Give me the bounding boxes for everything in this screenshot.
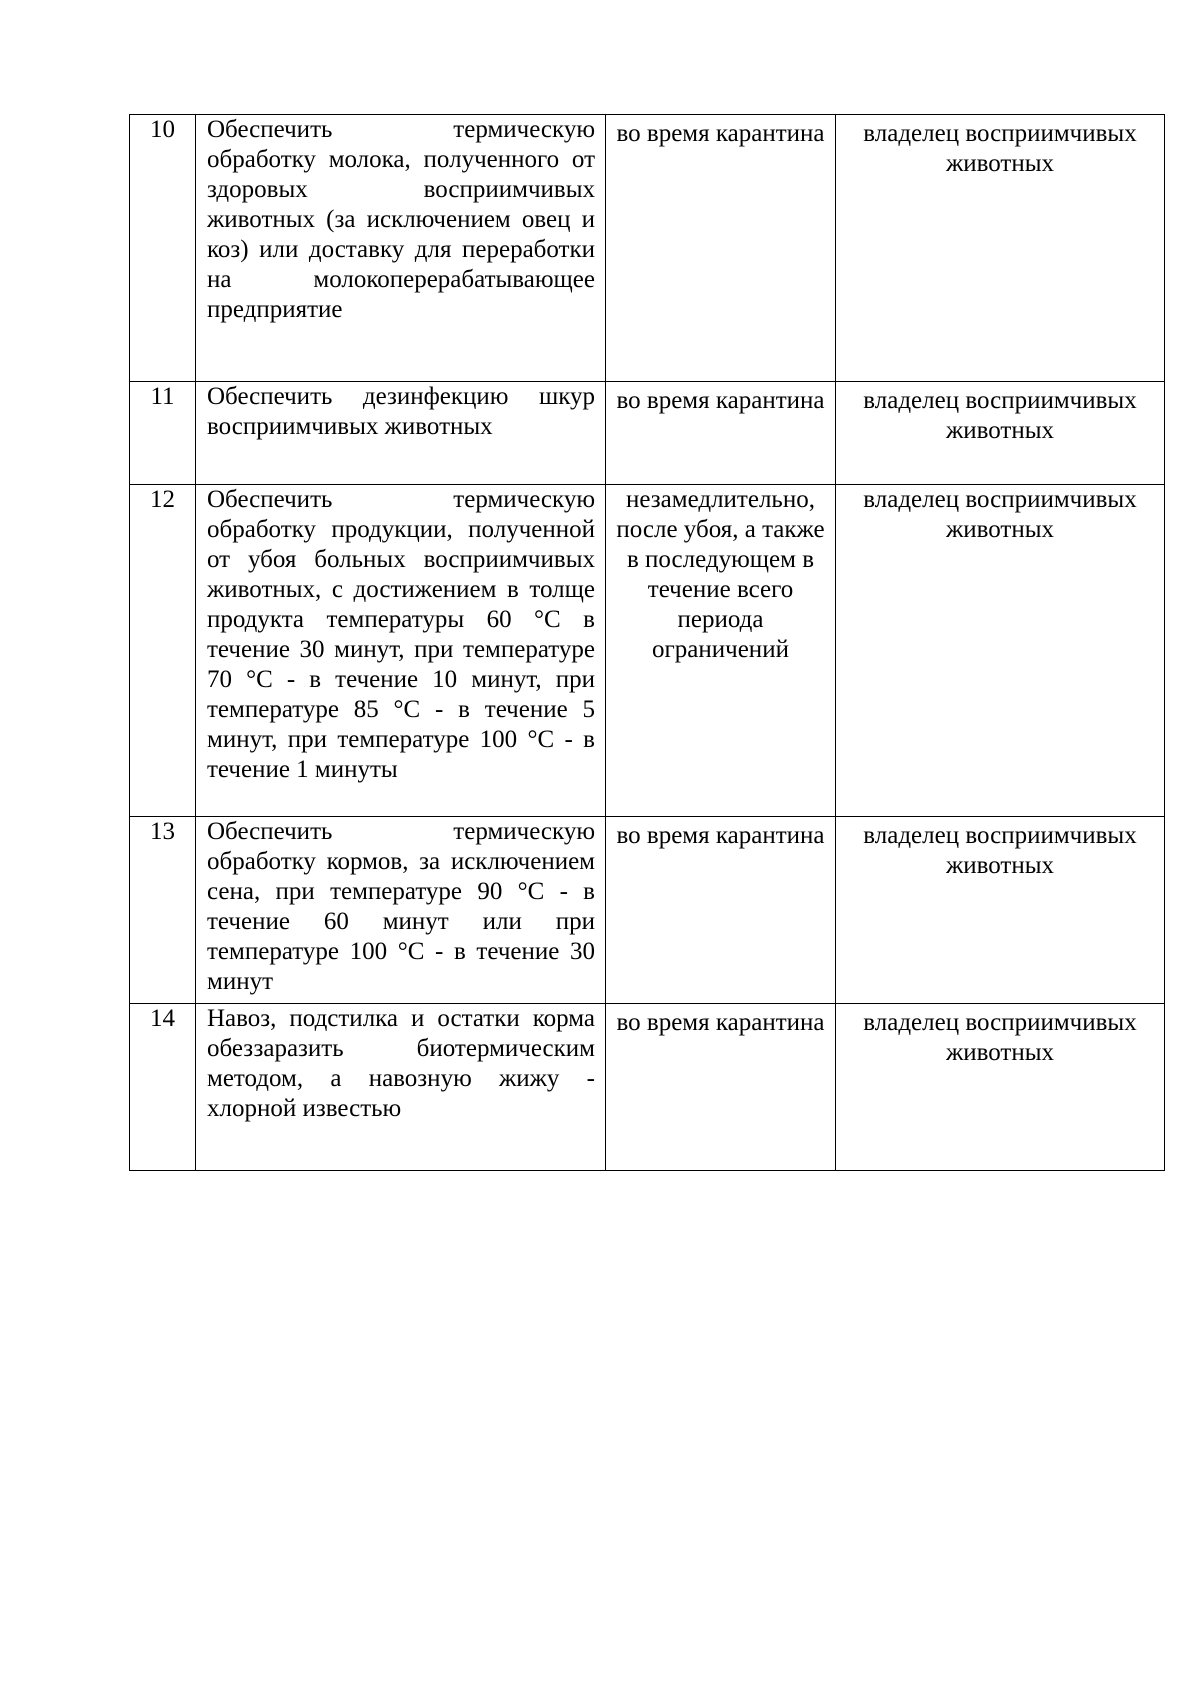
term-text: во время карантина (606, 817, 836, 1004)
term-text: во время карантина (606, 115, 836, 382)
action-text: Обеспечить термическую обработку молока, полученного от здоровых восприимчивых животных (за исключением овец и коз) или доставку для переработки на молокоперерабатывающее предприятие (196, 115, 606, 382)
measures-table (129, 114, 1165, 1171)
responsible-text: владелец восприимчивых животных (836, 115, 1165, 382)
row-number: 10 (130, 115, 196, 382)
row-number: 13 (130, 817, 196, 1004)
table-row (130, 115, 1165, 382)
responsible-text: владелец восприимчивых животных (836, 382, 1165, 485)
row-number: 14 (130, 1004, 196, 1171)
term-text: во время карантина (606, 382, 836, 485)
action-text: Обеспечить термическую обработку продукции, полученной от убоя больных восприимчивых животных, с достижением в толще продукта температуры 60 °С в течение 30 минут, при температуре 70 °С - в течение 10 минут, при температуре 85 °С - в течение 5 минут, при температуре 100 °С - в течение 1 минуты (196, 485, 606, 817)
action-text: Обеспечить термическую обработку кормов, за исключением сена, при температуре 90 °С - в течение 60 минут или при температуре 100 °С - в течение 30 минут (196, 817, 606, 1004)
term-text: во время карантина (606, 1004, 836, 1171)
responsible-text: владелец восприимчивых животных (836, 1004, 1165, 1171)
term-text: незамедлительно, после убоя, а также в последующем в течение всего периода ограничений (606, 485, 836, 817)
table-row (130, 1004, 1165, 1171)
table-row (130, 382, 1165, 485)
table-row (130, 817, 1165, 1004)
responsible-text: владелец восприимчивых животных (836, 485, 1165, 817)
action-text: Обеспечить дезинфекцию шкур восприимчивых животных (196, 382, 606, 485)
row-number: 12 (130, 485, 196, 817)
action-text: Навоз, подстилка и остатки корма обеззаразить биотермическим методом, а навозную жижу - хлорной известью (196, 1004, 606, 1171)
table-row (130, 485, 1165, 817)
row-number: 11 (130, 382, 196, 485)
responsible-text: владелец восприимчивых животных (836, 817, 1165, 1004)
